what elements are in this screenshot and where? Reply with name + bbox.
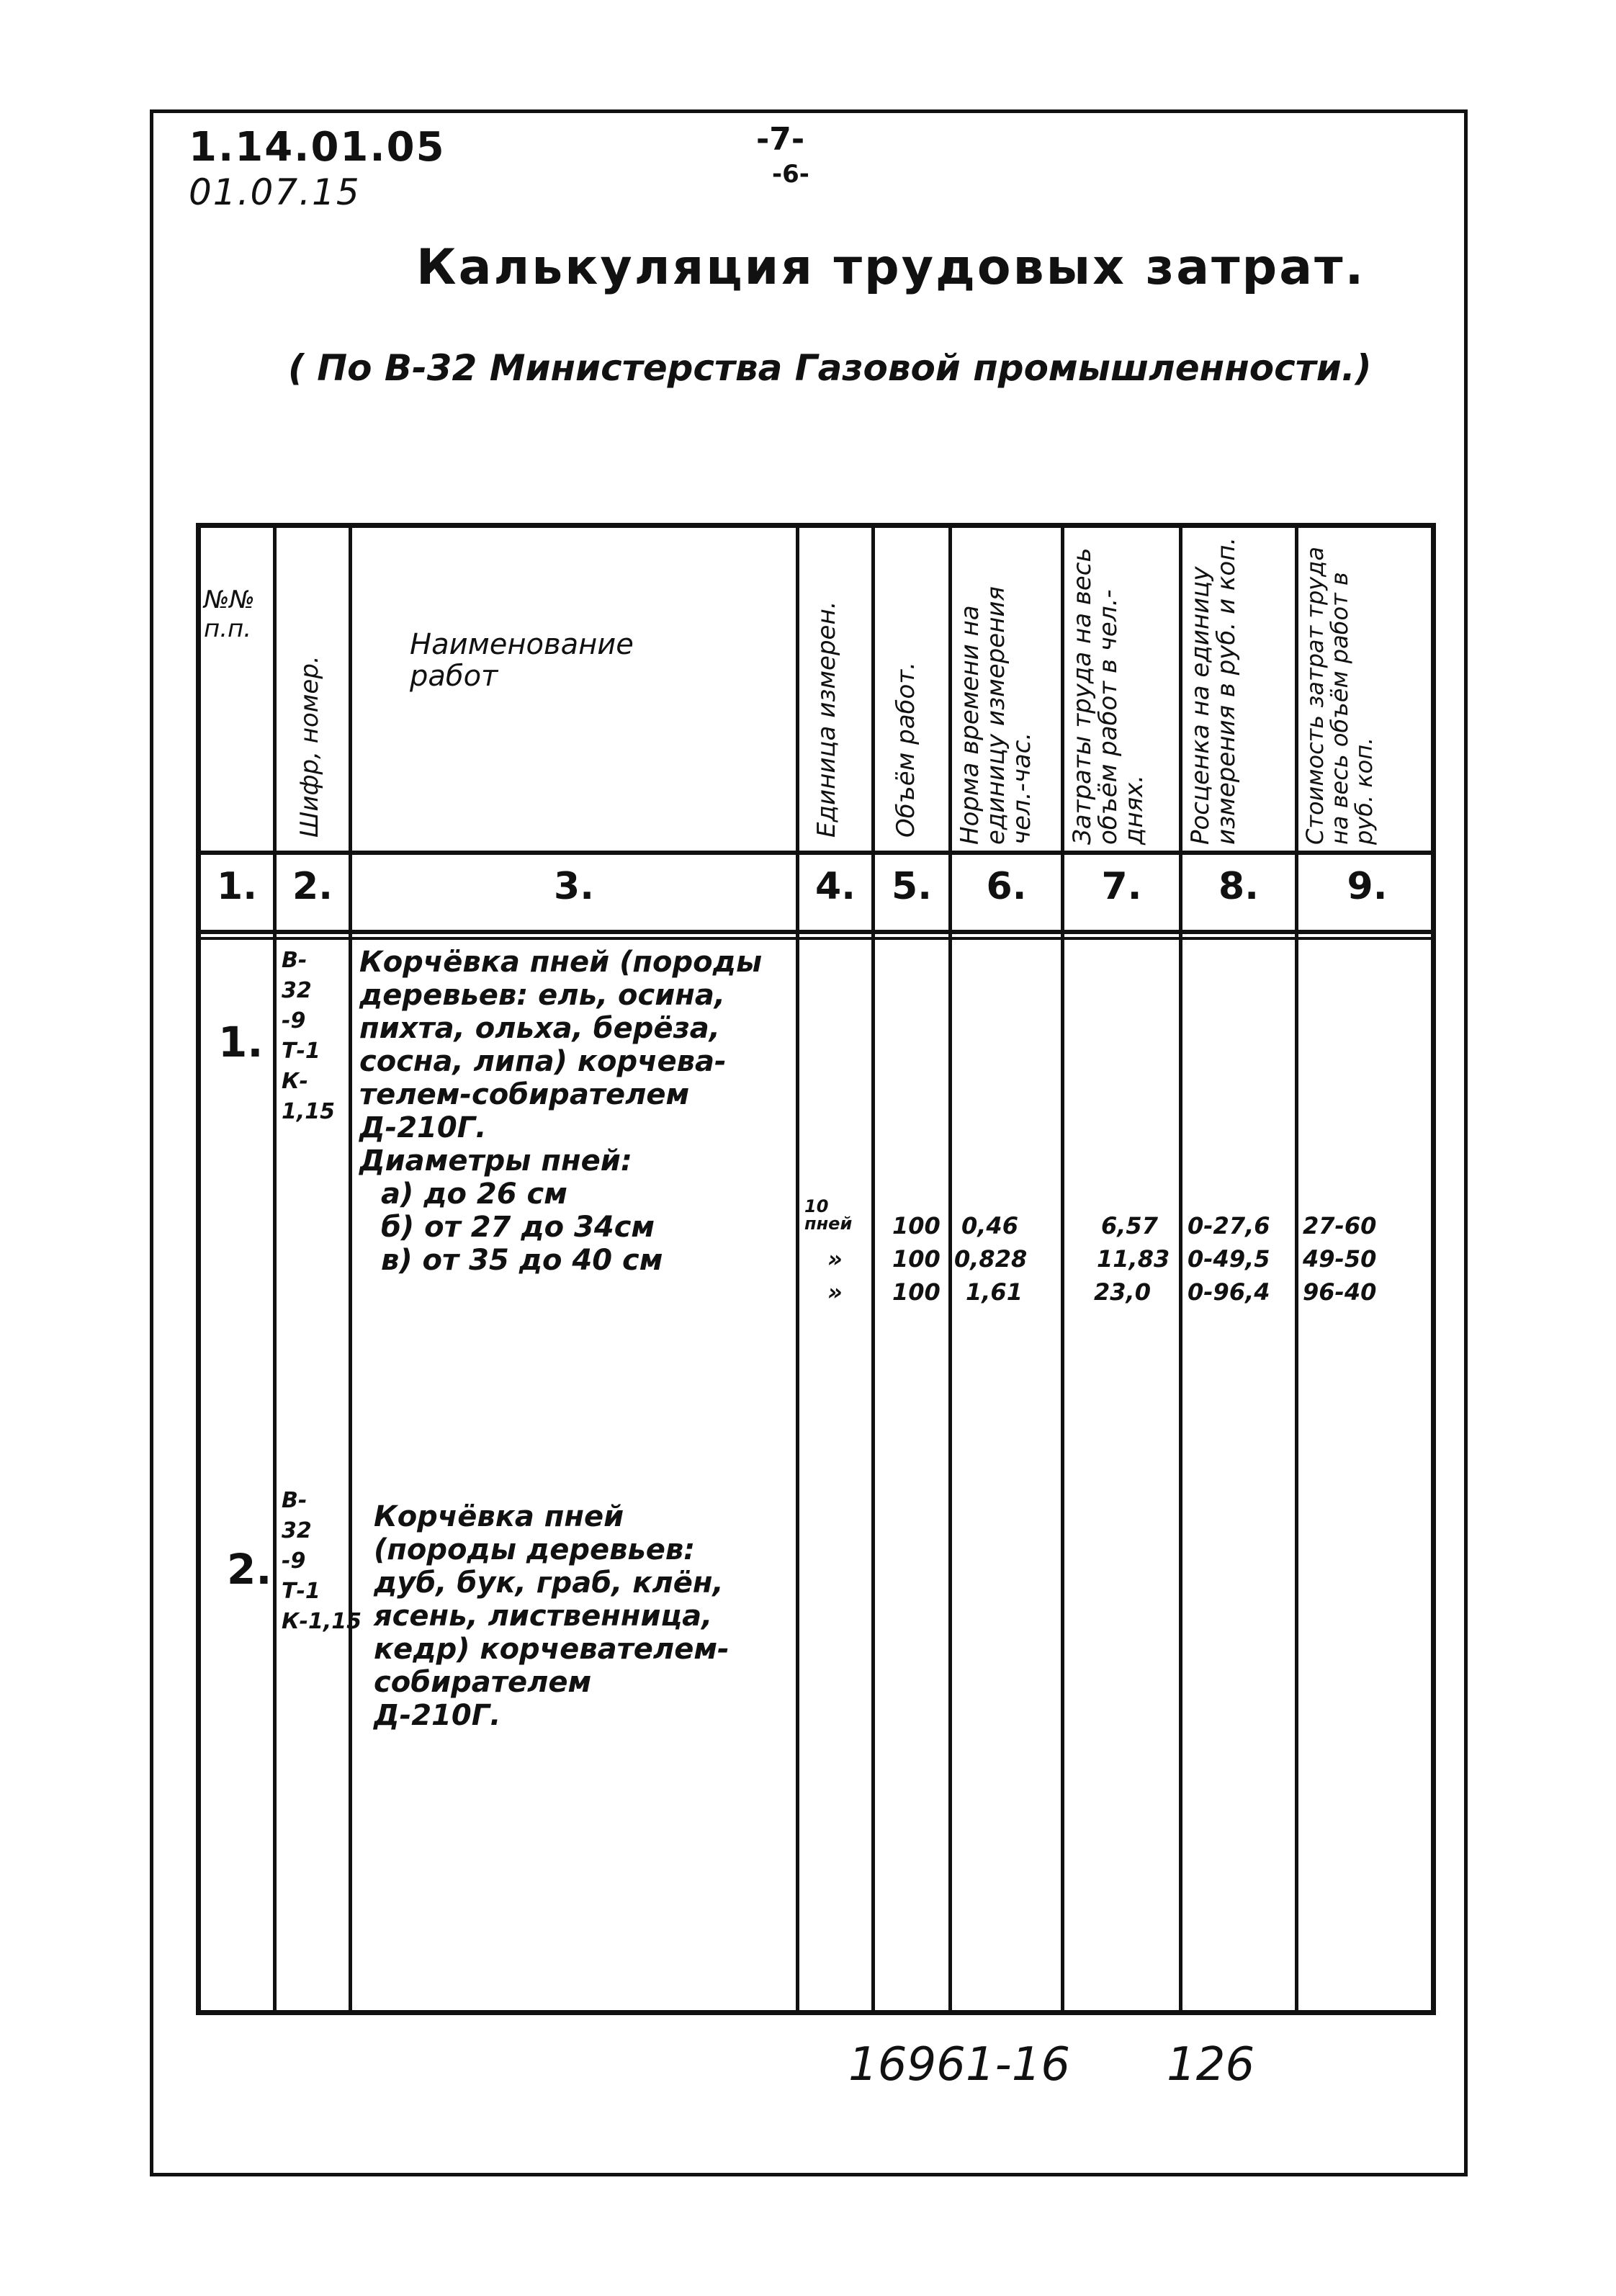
item-c-labor: 23,0 [1094, 1278, 1151, 1306]
col-number-9: 9. [1347, 865, 1388, 908]
page-number-sub: -6- [772, 160, 809, 189]
row-1-code-line: Т-1 [282, 1039, 320, 1064]
document-code: 1.14.01.05 [189, 124, 446, 171]
col-number-2: 2. [292, 865, 333, 908]
item-a-norm: 0,46 [961, 1212, 1018, 1239]
row-1-code-line: 1,15 [282, 1099, 336, 1124]
labor-cost-table [196, 523, 1436, 2015]
row-2-work-name [374, 1500, 791, 1732]
row-1-name-line: пихта, ольха, берёза, [359, 1012, 720, 1045]
row-2-name-line: кедр) корчевателем- [374, 1633, 730, 1666]
item-c-cost: 96-40 [1303, 1278, 1377, 1306]
item-b-unit: » [827, 1245, 843, 1273]
col-divider [871, 528, 875, 2010]
item-c-unit: » [827, 1278, 843, 1306]
row-2-code-line: 32 [282, 1518, 312, 1543]
header-col-5: Объём работ. [892, 662, 920, 838]
item-b-norm: 0,828 [954, 1245, 1028, 1273]
col-divider [948, 528, 952, 2010]
row-2-name-line: Корчёвка пней [374, 1500, 624, 1533]
row-2-code-line: В- [282, 1488, 308, 1513]
row-2-name-line: (породы деревьев: [374, 1533, 696, 1566]
row-1-name-line: Д-210Г. [359, 1111, 487, 1144]
col-number-4: 4. [815, 865, 856, 908]
header-col-2: Шифр, номер. [295, 655, 324, 838]
footer-reference: 16961-16 [848, 2038, 1071, 2091]
row-2-name-line: собирателем [374, 1666, 592, 1699]
row-1-code-line: -9 [282, 1008, 306, 1033]
item-a-volume: 100 [892, 1212, 941, 1239]
item-c-volume: 100 [892, 1278, 941, 1306]
col-number-5: 5. [892, 865, 932, 908]
header-col-7: Затраты труда на весь объём работ в чел.-днях. [1068, 547, 1149, 845]
col-divider [796, 528, 799, 2010]
row-2-code-line: -9 [282, 1548, 306, 1574]
item-c-rate: 0-96,4 [1188, 1278, 1270, 1306]
item-b-labor: 11,83 [1097, 1245, 1170, 1273]
row-1-work-name [359, 946, 791, 1277]
header-divider [201, 851, 1431, 855]
header-col-8: Росценка на единицу измерения в руб. и коп. [1186, 537, 1241, 845]
row-1-name-line: Диаметры пней: [359, 1144, 632, 1178]
numbers-divider-double [201, 937, 1431, 940]
col-divider [1179, 528, 1182, 2010]
header-col-9: Стоимость затрат труда на весь объём работ в руб. коп. [1301, 547, 1378, 845]
item-b-rate: 0-49,5 [1188, 1245, 1270, 1273]
header-col-4: Единица измерен. [812, 601, 841, 838]
item-a-unit: 10 пней [804, 1196, 853, 1234]
row-1-name-line: сосна, липа) корчева- [359, 1045, 727, 1078]
col-number-3: 3. [554, 865, 594, 908]
col-number-6: 6. [986, 865, 1027, 908]
item-a-cost: 27-60 [1303, 1212, 1377, 1239]
row-1-code-line: 32 [282, 978, 312, 1003]
page-title: Калькуляция трудовых затрат. [416, 239, 1366, 296]
row-2-number: 2. [227, 1545, 272, 1594]
item-b-cost: 49-50 [1303, 1245, 1377, 1273]
col-number-1: 1. [217, 865, 257, 908]
row-2-code-line: Т-1 [282, 1579, 320, 1604]
footer-page-number: 126 [1167, 2038, 1255, 2091]
col-number-7: 7. [1101, 865, 1142, 908]
page-subtitle: ( По В-32 Министерства Газовой промышленности.) [288, 347, 1372, 389]
item-c-norm: 1,61 [966, 1278, 1023, 1306]
item-b-label: б) от 27 до 34см [381, 1211, 655, 1244]
header-col-6: Норма времени на единицу измерения чел.-час. [956, 586, 1036, 845]
col-number-8: 8. [1218, 865, 1259, 908]
row-1-code-line: В- [282, 948, 308, 973]
numbers-divider [201, 930, 1431, 934]
item-a-rate: 0-27,6 [1188, 1212, 1270, 1239]
col-divider [273, 528, 277, 2010]
item-a-label: а) до 26 см [381, 1178, 567, 1211]
row-2-code-line: К-1,15 [282, 1609, 362, 1634]
row-2-name-line: дуб, бук, граб, клён, [374, 1566, 724, 1600]
row-1-name-line: деревьев: ель, осина, [359, 979, 726, 1012]
row-1-name-line: телем-собирателем [359, 1078, 690, 1111]
row-1-number: 1. [218, 1018, 264, 1067]
col-divider [1061, 528, 1064, 2010]
row-2-code [282, 1486, 362, 1637]
row-1-code [282, 946, 335, 1127]
col-divider [349, 528, 352, 2010]
document-date: 01.07.15 [189, 171, 361, 213]
item-b-volume: 100 [892, 1245, 941, 1273]
header-col-1: №№ п.п. [204, 586, 255, 643]
item-c-label: в) от 35 до 40 см [381, 1244, 663, 1277]
header-col-3: Наименование работ [410, 628, 634, 693]
row-1-code-line: К- [282, 1069, 308, 1094]
row-2-name-line: ясень, лиственница, [374, 1600, 713, 1633]
row-2-name-line: Д-210Г. [374, 1699, 501, 1732]
col-divider [1295, 528, 1298, 2010]
item-a-labor: 6,57 [1101, 1212, 1158, 1239]
row-1-name-line: Корчёвка пней (породы [359, 946, 763, 979]
page-number-top: -7- [756, 121, 805, 158]
